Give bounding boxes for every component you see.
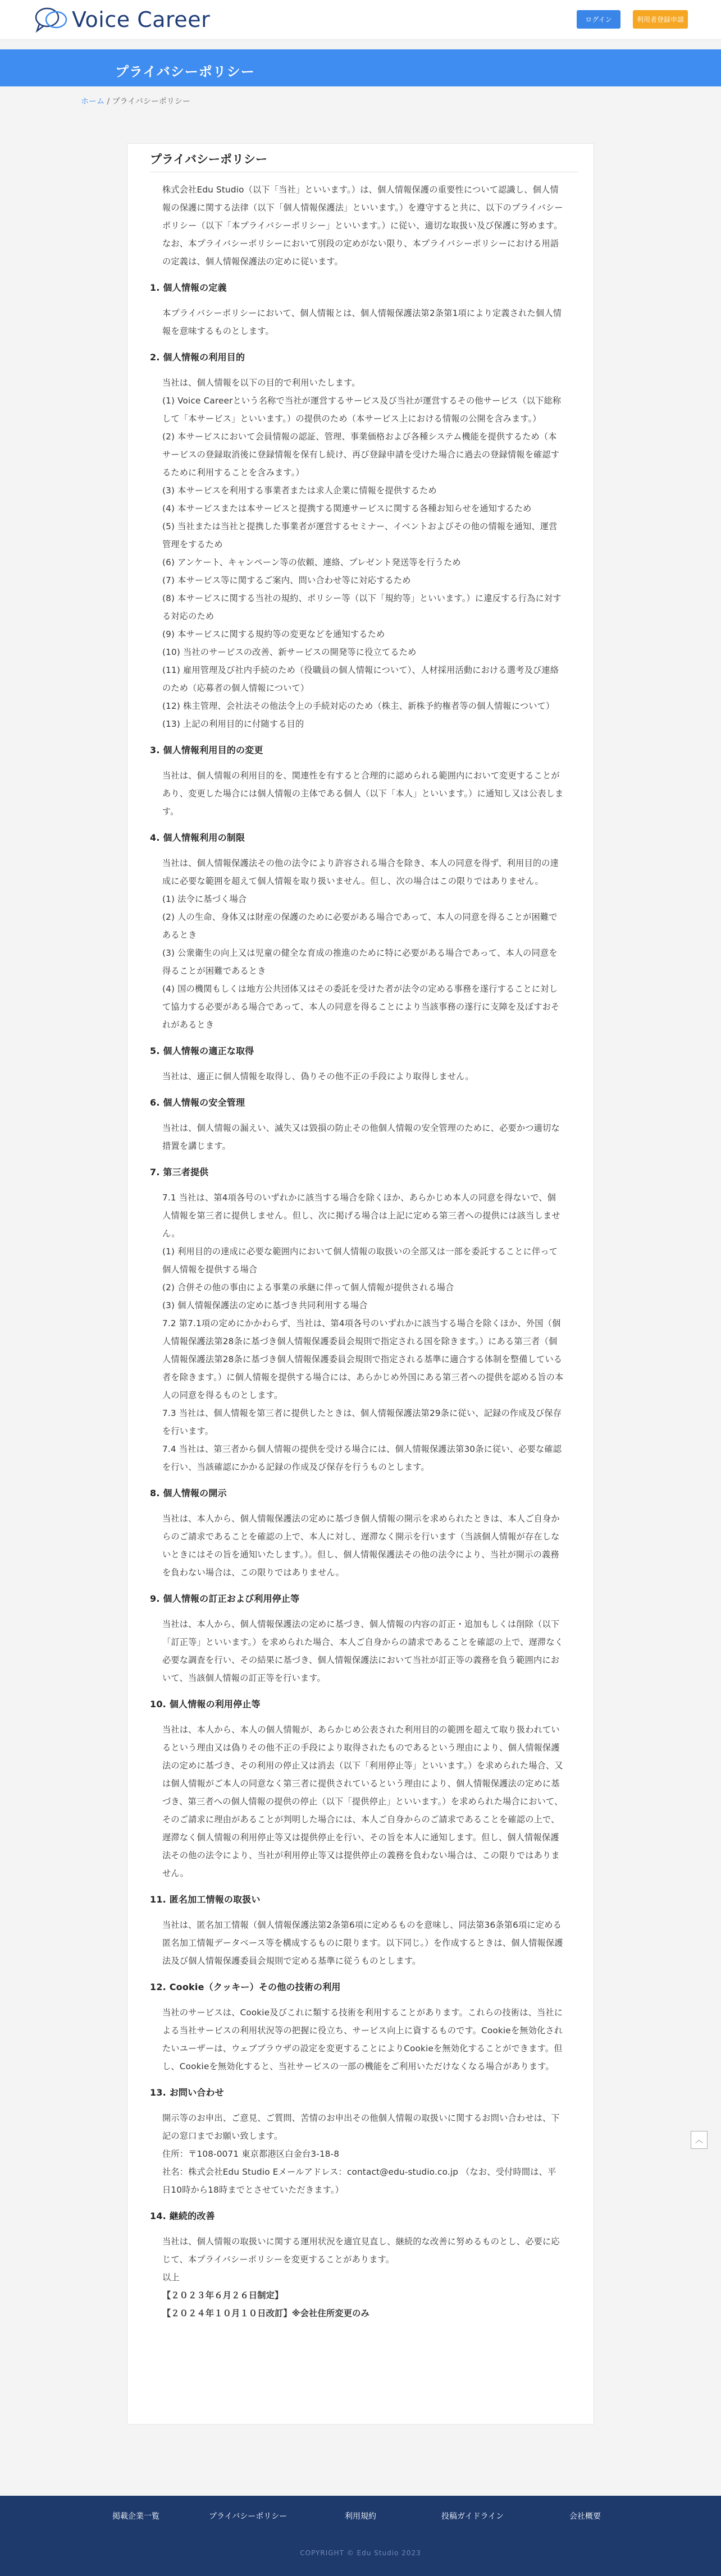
list-line: (1) 法令に基づく場合 bbox=[162, 894, 247, 904]
section-list bbox=[162, 374, 564, 733]
list-line: (12) 株主管理、会社法その他法令上の手続対応のため（株主、新株予約権者等の個人情報について） bbox=[162, 701, 555, 711]
list-line: (11) 雇用管理及び社内手続のため（役職員の個人情報について）、人材採用活動における選考及び連絡のため（応募者の個人情報について） bbox=[162, 665, 559, 693]
list-line: (3) 公衆衛生の向上又は児童の健全な育成の推進のために特に必要がある場合であって、本人の同意を得ることが困難であるとき bbox=[162, 948, 558, 976]
footer-link-privacy[interactable]: プライバシーポリシー bbox=[209, 2512, 288, 2521]
policy-intro: 株式会社Edu Studio（以下「当社」といいます。）は、個人情報保護の重要性について認識し、個人情報の保護に関する法律（以下「個人情報保護法」といいます。）を遵守すると共に、以下のプライバシーポリシー（以下「本プライバシーポリシー」といいます。）に従い、適切な取扱い及び保護に努めます。なお、本プライバシーポリシーにおいて別段の定めがない限り、本プライバシーポリシーにおける用語の定義は、個人情報保護法の定めに従います。 bbox=[162, 185, 563, 267]
chevron-up-icon: ︿ bbox=[695, 2136, 703, 2145]
section-heading: 6. 個人情報の安全管理 bbox=[150, 1097, 245, 1108]
breadcrumb-separator: / bbox=[107, 97, 110, 106]
footer-link-company[interactable]: 会社概要 bbox=[569, 2512, 601, 2521]
section-heading: 3. 個人情報利用目的の変更 bbox=[150, 745, 263, 755]
page-banner bbox=[0, 49, 721, 86]
section-heading: 13. お問い合わせ bbox=[150, 2087, 224, 2098]
speech-bubble-logo-icon bbox=[34, 5, 69, 34]
list-line: (2) 本サービスにおいて会員情報の認証、管理、事業価格および各種システム機能を提供するため（本サービスの登録取消後に登録情報を保有し続け、再び登録申請を受けた場合に過去の登録情報を確認するために利用することを含みます。） bbox=[162, 432, 560, 478]
footer-link-guidelines[interactable]: 投稿ガイドライン bbox=[441, 2512, 504, 2521]
copyright-text: COPYRIGHT © Edu Studio 2023 bbox=[300, 2549, 421, 2557]
list-line: (6) アンケート、キャンペーン等の依頼、連絡、プレゼント発送等を行うため bbox=[162, 557, 461, 567]
section-list bbox=[162, 2233, 564, 2322]
section-heading: 8. 個人情報の開示 bbox=[150, 1488, 227, 1498]
list-line: (2) 人の生命、身体又は財産の保護のために必要がある場合であって、本人の同意を得ることが困難であるとき bbox=[162, 912, 558, 940]
list-line: 住所：〒108-0071 東京都港区白金台3-18-8 bbox=[162, 2149, 340, 2159]
section-list bbox=[162, 2109, 564, 2199]
section-list bbox=[162, 1189, 564, 1476]
section-body: 当社は、適正に個人情報を取得し、偽りその他不正の手段により取得しません。 bbox=[162, 1071, 474, 1081]
section-heading: 4. 個人情報利用の制限 bbox=[150, 832, 245, 843]
site-logo[interactable] bbox=[34, 3, 210, 36]
footer-link-terms[interactable]: 利用規約 bbox=[345, 2512, 376, 2521]
section-heading: 2. 個人情報の利用目的 bbox=[150, 352, 245, 363]
section-heading: 11. 匿名加工情報の取扱い bbox=[150, 1894, 261, 1905]
section-list bbox=[162, 854, 564, 1034]
breadcrumb-home-link[interactable]: ホーム bbox=[81, 97, 104, 106]
list-line: (3) 本サービスを利用する事業者または求人企業に情報を提供するため bbox=[162, 485, 437, 496]
list-line: 以上 bbox=[162, 2272, 180, 2282]
section-body: 当社は、本人から、個人情報保護法の定めに基づき個人情報の開示を求められたときは、本人ご自身からのご請求であることを確認の上で、本人に対し、遅滞なく開示を行います（当該個人情報が存在しないときにはその旨を通知いたします。）。但し、個人情報保護法その他の法令により、当社が開示の義務を負わない場合は、この限りではありません。 bbox=[162, 1514, 560, 1578]
list-line: (8) 本サービスに関する当社の規約、ポリシー等（以下「規約等」といいます。）に違反する行為に対する対応のため bbox=[162, 593, 562, 621]
page-title: プライバシーポリシー bbox=[115, 64, 255, 80]
list-line: (1) Voice Careerという名称で当社が運営するサービス及び当社が運営するその他サービス（以下総称して「本サービス」といいます。）の提供のため（本サービス上における情報の公開を含みます。） bbox=[162, 396, 562, 424]
list-line: (1) 利用目的の達成に必要な範囲内において個人情報の取扱いの全部又は一部を委託することに伴って個人情報を提供する場合 bbox=[162, 1246, 558, 1275]
list-line: (13) 上記の利用目的に付随する目的 bbox=[162, 719, 304, 729]
list-line: (7) 本サービス等に関するご案内、問い合わせ等に対応するため bbox=[162, 575, 411, 585]
section-body: 当社は、個人情報の漏えい、滅失又は毀損の防止その他個人情報の安全管理のために、必要かつ適切な措置を講じます。 bbox=[162, 1123, 560, 1151]
section-heading: 9. 個人情報の訂正および利用停止等 bbox=[150, 1593, 300, 1604]
section-body: 当社は、本人から、個人情報保護法の定めに基づき、個人情報の内容の訂正・追加もしくは削除（以下「訂正等」といいます。）を求められた場合、本人ご自身からの請求であることを確認の上で、遅滞なく必要な調査を行い、その結果に基づき、個人情報保護法において当社が訂正等の義務を負う範囲内において、当該個人情報の訂正等を行います。 bbox=[162, 1619, 564, 1683]
card-title: プライバシーポリシー bbox=[150, 153, 267, 166]
breadcrumb-current: プライバシーポリシー bbox=[112, 97, 190, 106]
list-line: 7.2 第7.1項の定めにかかわらず、当社は、第4項各号のいずれかに該当する場合を除くほか、外国（個人情報保護法第28条に基づき個人情報保護委員会規則で指定される国を除きます。）にある第三者（個人情報保護法第28条に基づき個人情報保護委員会規則で指定される基準に適合する体制を整備している者を除きます。）に個人情報を提供する場合には、あらかじめ外国にある第三者への提供を認める旨の本人の同意を得るものとします。 bbox=[162, 1318, 564, 1400]
list-line: (4) 本サービスまたは本サービスと提携する関連サービスに関する各種お知らせを通知するため bbox=[162, 503, 532, 514]
policy-card bbox=[127, 143, 594, 2424]
list-line: (3) 個人情報保護法の定めに基づき共同利用する場合 bbox=[162, 1300, 368, 1310]
list-line: 当社は、個人情報保護法その他の法令により許容される場合を除き、本人の同意を得ず、利用目的の達成に必要な範囲を超えて個人情報を取り扱いません。但し、次の場合はこの限りではありません。 bbox=[162, 858, 559, 886]
list-line: 社名：株式会社Edu Studio Eメールアドレス：contact@edu-studio.co.jp （なお、受付時間は、平日10時から18時までとさせていただきます。） bbox=[162, 2167, 556, 2195]
list-line: (9) 本サービスに関する規約等の変更などを通知するため bbox=[162, 629, 385, 639]
policy-content bbox=[150, 181, 564, 2329]
footer-link-companies[interactable]: 掲載企業一覧 bbox=[112, 2512, 159, 2521]
section-body: 当社のサービスは、Cookie及びこれに類する技術を利用することがあります。これらの技術は、当社による当社サービスの利用状況等の把握に役立ち、サービス向上に資するものです。Cookieを無効化されたいユーザーは、ウェブブラウザの設定を変更することによりCookieを無効化することができます。但し、Cookieを無効化すると、当社サービスの一部の機能をご利用いただけなくなる場合があります。 bbox=[162, 2007, 563, 2071]
list-line: 開示等のお申出、ご意見、ご質問、苦情のお申出その他個人情報の取扱いに関するお問い合わせは、下記の窓口までお願い致します。 bbox=[162, 2113, 560, 2141]
list-line: (5) 当社または当社と提携した事業者が運営するセミナー、イベントおよびその他の情報を通知、運営管理をするため bbox=[162, 521, 558, 549]
section-heading: 1. 個人情報の定義 bbox=[150, 282, 227, 293]
list-line: 7.4 当社は、第三者から個人情報の提供を受ける場合には、個人情報保護法第30条に従い、必要な確認を行い、当該確認にかかる記録の作成及び保存を行うものとします。 bbox=[162, 1444, 562, 1472]
back-to-top-button[interactable] bbox=[691, 2131, 708, 2149]
site-footer bbox=[0, 2496, 721, 2576]
list-line: 【２０２３年６月２６日制定】 bbox=[162, 2290, 284, 2300]
section-heading: 7. 第三者提供 bbox=[150, 1167, 209, 1177]
section-body: 当社は、個人情報の利用目的を、関連性を有すると合理的に認められる範囲内において変更することがあり、変更した場合には個人情報の主体である個人（以下「本人」といいます。）に通知し又は公表します。 bbox=[162, 771, 564, 817]
section-body: 当社は、匿名加工情報（個人情報保護法第2条第6項に定めるものを意味し、同法第36条第6項に定める匿名加工情報データベース等を構成するものに限ります。以下同じ。）を作成するときは、個人情報保護法及び個人情報保護委員会規則で定める基準に従うものとします。 bbox=[162, 1920, 563, 1966]
section-heading: 12. Cookie（クッキー）その他の技術の利用 bbox=[150, 1982, 341, 1992]
list-line: 7.3 当社は、個人情報を第三者に提供したときは、個人情報保護法第29条に従い、記録の作成及び保存を行います。 bbox=[162, 1408, 562, 1436]
brand-name: Voice Career bbox=[72, 7, 211, 32]
section-body: 当社は、本人から、本人の個人情報が、あらかじめ公表された利用目的の範囲を超えて取り扱われているという理由又は偽りその他不正の手段により取得されたものであるという理由により、個人情報保護法の定めに基づき、その利用の停止又は消去（以下「利用停止等」といいます。）を求められた場合、又は個人情報がご本人の同意なく第三者に提供されているという理由により、個人情報保護法の定めに基づき、第三者への個人情報の提供の停止（以下「提供停止」といいます。）を求められた場合において、そのご請求に理由があることが判明した場合には、本人ご自身からのご請求であることを確認の上で、遅滞なく個人情報の利用停止等又は提供停止を行い、その旨を本人に通知します。但し、個人情報保護法その他の法令により、当社が利用停止等又は提供停止の義務を負わない場合は、この限りではありません。 bbox=[162, 1725, 563, 1878]
breadcrumb bbox=[81, 95, 190, 107]
section-body: 本プライバシーポリシーにおいて、個人情報とは、個人情報保護法第2条第1項により定義された個人情報を意味するものとします。 bbox=[162, 308, 562, 336]
section-heading: 14. 継続的改善 bbox=[150, 2211, 215, 2221]
section-heading: 5. 個人情報の適正な取得 bbox=[150, 1046, 254, 1056]
list-line: (4) 国の機関もしくは地方公共団体又はその委託を受けた者が法令の定める事務を遂行することに対して協力する必要がある場合であって、本人の同意を得ることにより当該事務の遂行に支障を及ぼすおそれがあるとき bbox=[162, 984, 560, 1030]
list-line: 【２０２４年１０月１０日改訂】※会社住所変更のみ bbox=[162, 2308, 369, 2318]
list-line: 当社は、個人情報の取扱いに関する運用状況を適宜見直し、継続的な改善に努めるものとし、必要に応じて、本プライバシーポリシーを変更することがあります。 bbox=[162, 2236, 560, 2265]
site-header bbox=[0, 0, 721, 39]
register-button[interactable]: 利用者登録申請 bbox=[633, 10, 688, 29]
list-line: 当社は、個人情報を以下の目的で利用いたします。 bbox=[162, 378, 360, 388]
list-line: 7.1 当社は、第4項各号のいずれかに該当する場合を除くほか、あらかじめ本人の同意を得ないで、個人情報を第三者に提供しません。但し、次に掲げる場合は上記に定める第三者への提供には該当しません。 bbox=[162, 1193, 560, 1239]
list-line: (10) 当社のサービスの改善、新サービスの開発等に役立てるため bbox=[162, 647, 417, 657]
login-button[interactable]: ログイン bbox=[577, 10, 620, 29]
list-line: (2) 合併その他の事由による事業の承継に伴って個人情報が提供される場合 bbox=[162, 1282, 454, 1292]
section-heading: 10. 個人情報の利用停止等 bbox=[150, 1699, 261, 1709]
